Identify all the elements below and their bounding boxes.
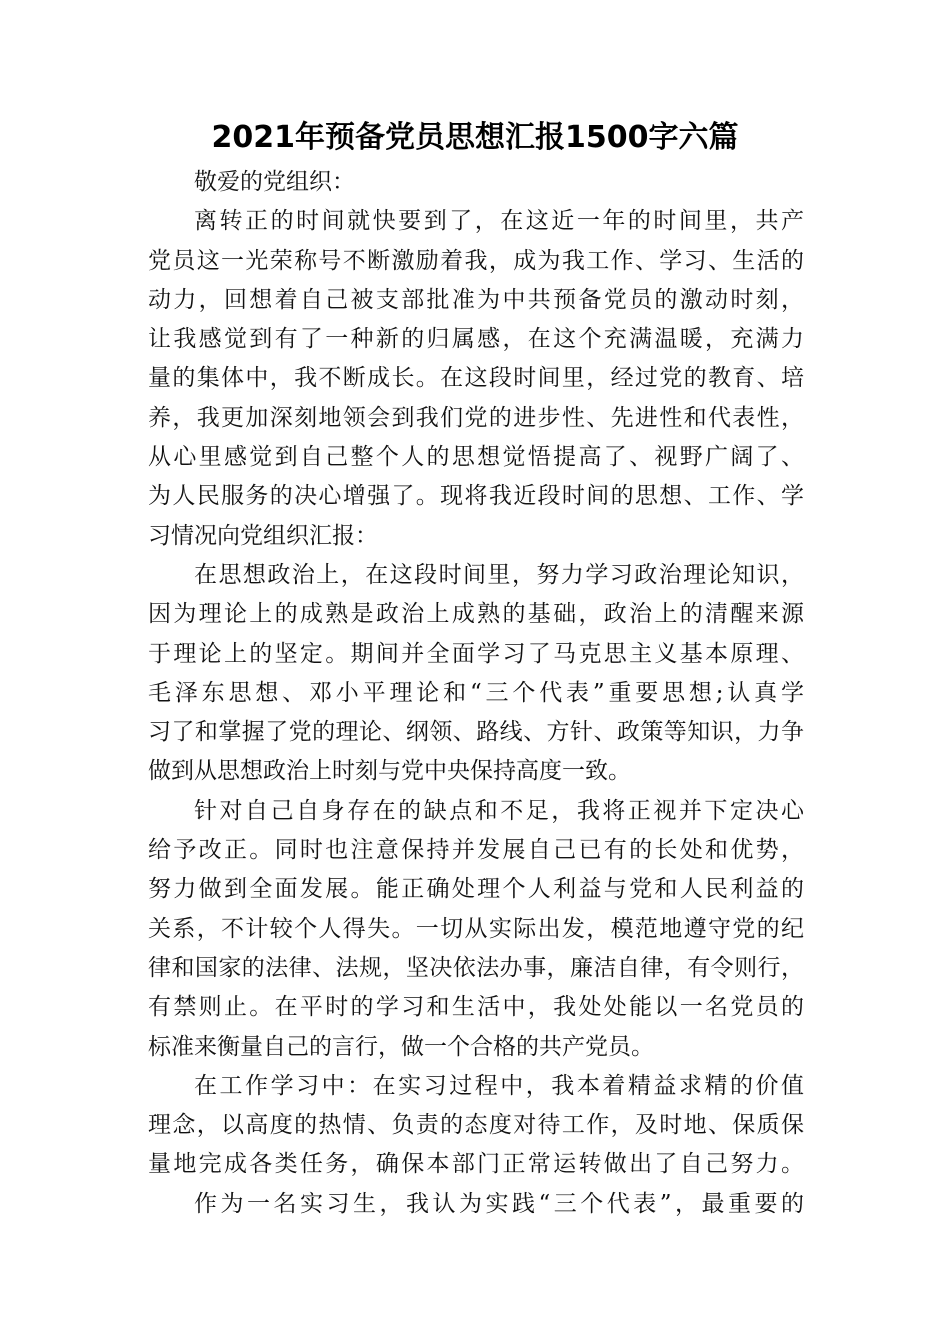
- body-line: 动力，回想着自己被支部批准为中共预备党员的激动时刻，: [148, 286, 804, 313]
- body-line: 针对自己自身存在的缺点和不足，我将正视并下定决心: [194, 797, 804, 824]
- body-line: 作为一名实习生，我认为实践“三个代表”，最重要的: [194, 1190, 804, 1217]
- body-line: 努力做到全面发展。能正确处理个人利益与党和人民利益的: [148, 876, 804, 903]
- body-line: 离转正的时间就快要到了，在这近一年的时间里，共产: [194, 208, 804, 235]
- body-line: 习情况向党组织汇报：: [148, 522, 378, 549]
- body-line: 律和国家的法律、法规，坚决依法办事，廉洁自律，有令则行，: [148, 954, 804, 981]
- body-line: 量地完成各类任务，确保本部门正常运转做出了自己努力。: [148, 1151, 804, 1178]
- body-line: 于理论上的坚定。期间并全面学习了马克思主义基本原理、: [148, 640, 804, 667]
- body-line: 理念，以高度的热情、负责的态度对待工作，及时地、保质保: [148, 1112, 804, 1139]
- document-body: [148, 163, 804, 1224]
- body-line: 给予改正。同时也注意保持并发展自己已有的长处和优势，: [148, 837, 804, 864]
- body-line: 为人民服务的决心增强了。现将我近段时间的思想、工作、学: [148, 483, 804, 510]
- document-title: 2021年预备党员思想汇报1500字六篇: [211, 120, 739, 155]
- body-line: 在思想政治上，在这段时间里，努力学习政治理论知识，: [194, 561, 804, 588]
- body-line: 习了和掌握了党的理论、纲领、路线、方针、政策等知识，力争: [148, 719, 804, 746]
- body-line: 毛泽东思想、邓小平理论和“三个代表”重要思想;认真学: [148, 679, 804, 706]
- body-line: 做到从思想政治上时刻与党中央保持高度一致。: [148, 758, 631, 785]
- body-line: 党员这一光荣称号不断激励着我，成为我工作、学习、生活的: [148, 247, 804, 274]
- body-line: 标准来衡量自己的言行，做一个合格的共产党员。: [148, 1033, 654, 1060]
- body-line: 因为理论上的成熟是政治上成熟的基础，政治上的清醒来源: [148, 601, 804, 628]
- body-line: 让我感觉到有了一种新的归属感，在这个充满温暖，充满力: [148, 326, 804, 353]
- body-line: 量的集体中，我不断成长。在这段时间里，经过党的教育、培: [148, 365, 804, 392]
- body-line: 养，我更加深刻地领会到我们党的进步性、先进性和代表性，: [148, 404, 804, 431]
- body-line: 在工作学习中：在实习过程中，我本着精益求精的价值: [194, 1072, 804, 1099]
- body-line: 从心里感觉到自己整个人的思想觉悟提高了、视野广阔了、: [148, 444, 804, 471]
- body-line: 有禁则止。在平时的学习和生活中，我处处能以一名党员的: [148, 994, 804, 1021]
- body-line: 关系，不计较个人得失。一切从实际出发，模范地遵守党的纪: [148, 915, 804, 942]
- body-line: 敬爱的党组织：: [194, 169, 355, 195]
